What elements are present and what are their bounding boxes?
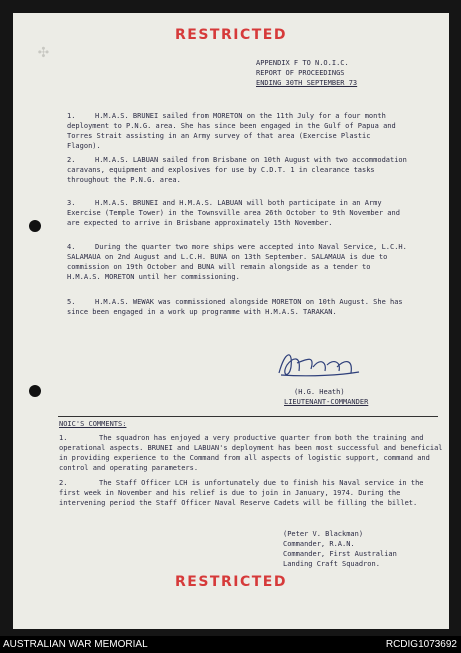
comment-1: 1. The squadron has enjoyed a very productive quarter from both the training and operational aspects. BRUNEI and LABUAN's deployment has been most successful and beneficial in providing experience to the Command from all aspects of logistic support, command and control and operating parameters. bbox=[59, 434, 443, 472]
paragraph-1: 1. H.M.A.S. BRUNEI sailed from MORETON on the 11th July for a four month deployment to P.N.G. area. She has since been engaged in the Gulf of Papua and Torres Strait assisting in an Army survey of that area (Exercise Plastic Flagon). bbox=[67, 112, 396, 150]
corner-mark: ✣ bbox=[38, 41, 49, 62]
commander-name: (Peter V. Blackman) bbox=[283, 530, 364, 538]
paragraph-4: 4. During the quarter two more ships were accepted into Naval Service, L.C.H. SALAMAUA on 2nd August and L.C.H. BUNA on 13th September. SALAMAUA is due to commission on 19th October and BUNA will remain alongside as a tender to H.M.A.S. MORETON until her commissioning. bbox=[67, 243, 407, 281]
punch-hole-top bbox=[29, 220, 41, 232]
section-divider bbox=[58, 416, 438, 417]
paragraph-2: 2. H.M.A.S. LABUAN sailed from Brisbane on 10th August with two accommodation caravans, equipment and explosives for use by C.D.T. 1 in clearance tasks throughout the P.N.G. area. bbox=[67, 156, 407, 184]
comment-2: 2. The Staff Officer LCH is unfortunately due to finish his Naval service in the first week in November and his relief is due to join in January, 1974. During the intervening period the Staff Officer Naval Reserve Cadets will be filling the billet. bbox=[59, 479, 424, 507]
document-page bbox=[13, 13, 449, 629]
paragraph-3: 3. H.M.A.S. BRUNEI and H.M.A.S. LABUAN will both participate in an Army Exercise (Temple Tower) in the Townsville area 26th October to 9th November and are expected to arrive in Brisbane approximately 15th November. bbox=[67, 199, 400, 227]
paragraph-5: 5. H.M.A.S. WEWAK was commissioned alongside MORETON on 10th August. She has since been engaged in a work up programme with H.M.A.S. TARAKAN. bbox=[67, 298, 403, 316]
signatory-name: (H.G. Heath) bbox=[294, 388, 345, 396]
heading-line-3: ENDING 30TH SEPTEMBER 73 bbox=[256, 79, 358, 87]
comments-title: NOIC'S COMMENTS: bbox=[59, 420, 127, 428]
punch-hole-bottom bbox=[29, 385, 41, 397]
footer-institution: AUSTRALIAN WAR MEMORIAL bbox=[3, 639, 148, 650]
restricted-stamp-top: RESTRICTED bbox=[175, 27, 287, 43]
footer-record-id: RCDIG1073692 bbox=[385, 639, 457, 650]
document-heading bbox=[256, 58, 357, 88]
heading-line-2: REPORT OF PROCEEDINGS bbox=[256, 69, 345, 77]
heading-line-1: APPENDIX F TO N.O.I.C. bbox=[256, 59, 349, 67]
handwritten-signature bbox=[271, 345, 361, 385]
commander-signature-block bbox=[283, 529, 397, 569]
commander-rank: Commander, R.A.N. bbox=[283, 540, 355, 548]
restricted-stamp-bottom: RESTRICTED bbox=[175, 574, 287, 590]
signatory-rank: LIEUTENANT-COMMANDER bbox=[284, 398, 369, 406]
commander-title-1: Commander, First Australian bbox=[283, 550, 397, 558]
commander-title-2: Landing Craft Squadron. bbox=[283, 560, 380, 568]
archive-footer bbox=[0, 636, 461, 653]
